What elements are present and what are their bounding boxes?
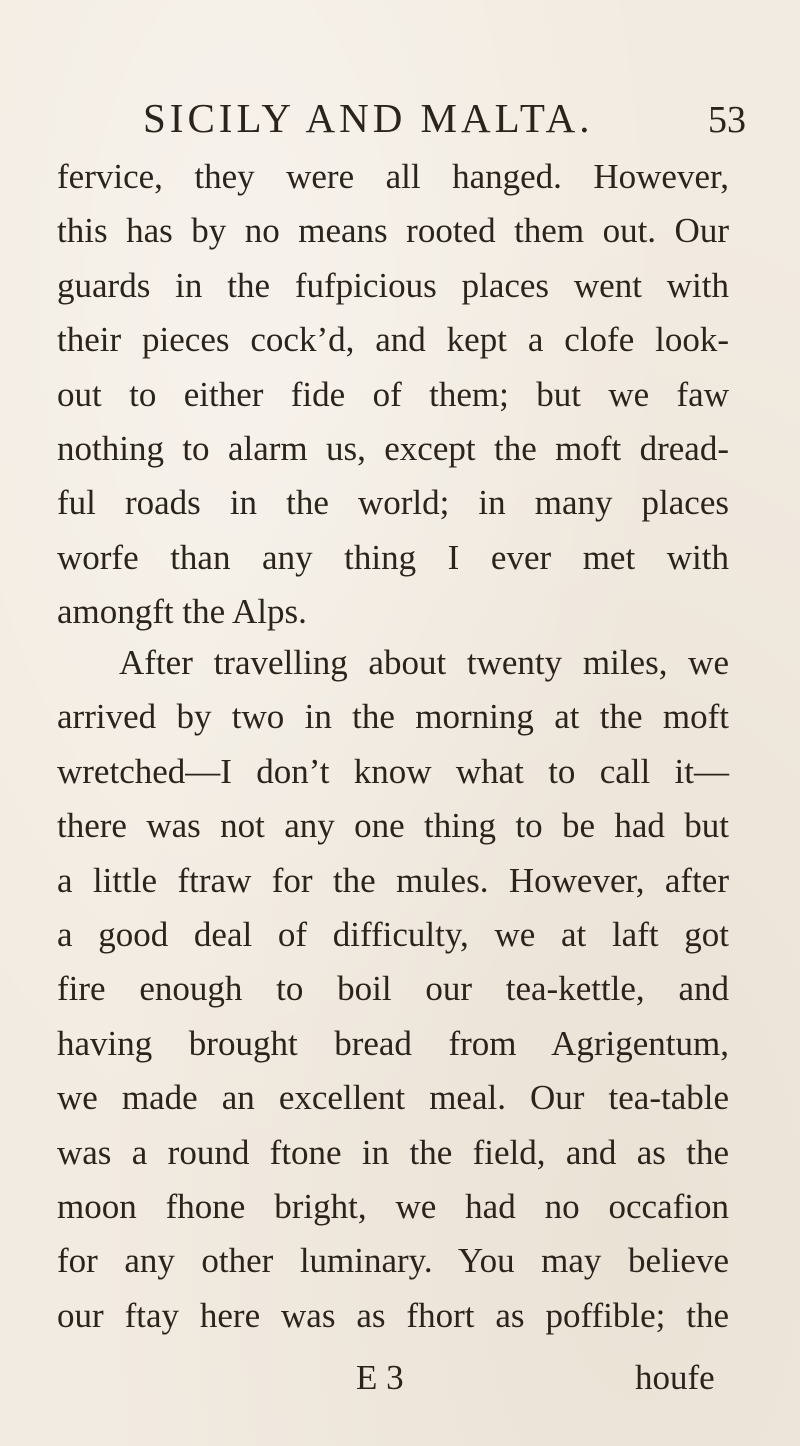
- text-line: arrived by two in the morning at the moft: [57, 697, 729, 737]
- running-head: [0, 88, 800, 148]
- text-line: out to either fide of them; but we faw: [57, 374, 729, 414]
- text-line: there was not any one thing to be had but: [57, 806, 729, 846]
- text-line: a little ftraw for the mules. However, after: [57, 860, 729, 900]
- text-line: fervice, they were all hanged. However,: [57, 157, 729, 196]
- running-title: SICILY AND MALTA.: [143, 95, 594, 141]
- text-line: our ftay here was as fhort as poffible; the: [57, 1295, 729, 1335]
- text-line: guards in the fufpicious places went with: [57, 265, 729, 305]
- text-line: we made an excellent meal. Our tea-table: [57, 1078, 729, 1118]
- text-line: was a round ftone in the field, and as the: [57, 1132, 729, 1172]
- paragraph-2: [57, 636, 729, 1343]
- signature-mark: E 3: [356, 1358, 404, 1397]
- text-line: After travelling about twenty miles, we: [119, 643, 729, 682]
- text-line: ful roads in the world; in many places: [57, 483, 729, 523]
- text-line: amongft the Alps.: [57, 592, 307, 632]
- text-line: nothing to alarm us, except the moft dread-: [57, 428, 729, 468]
- text-line: this has by no means rooted them out. Our: [57, 211, 729, 251]
- text-line: fire enough to boil our tea-kettle, and: [57, 969, 729, 1009]
- catchword: houfe: [635, 1358, 715, 1397]
- text-line: their pieces cock’d, and kept a clofe look-: [57, 320, 729, 360]
- text-line: having brought bread from Agrigentum,: [57, 1023, 729, 1063]
- text-line: a good deal of difficulty, we at laft got: [57, 914, 729, 954]
- page-number: 53: [708, 99, 746, 141]
- text-line: wretched—I don’t know what to call it—: [57, 751, 729, 791]
- text-line: moon fhone bright, we had no occafion: [57, 1186, 729, 1226]
- paragraph-1: [57, 150, 729, 640]
- page-footer: [0, 1358, 800, 1408]
- text-line: worfe than any thing I ever met with: [57, 537, 729, 577]
- text-line: for any other luminary. You may believe: [57, 1241, 729, 1281]
